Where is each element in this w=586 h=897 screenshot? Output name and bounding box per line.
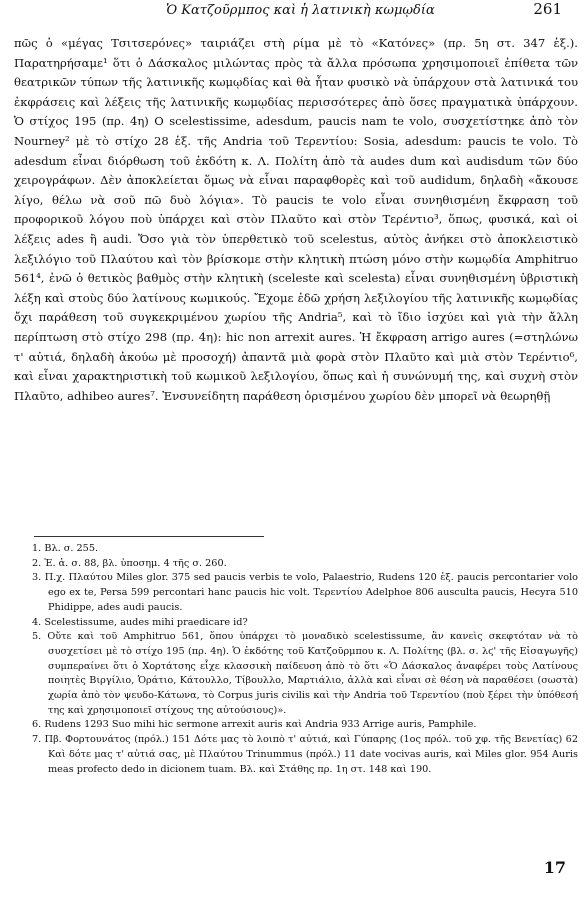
footnote-4: 4. Scelestissume, audes mihi praedicare id? <box>32 616 248 628</box>
footnote-7: 7. Πβ. Φορτουνάτος (πρόλ.) 151 Δότε μας τὸ λοιπὸ τ' αὐτιά, καὶ Γύπαρης (1ος πρόλ. τοῦ χφ. τῆς Βενετίας) 62 Καὶ δότε μας τ' αὐτιά σας, μὲ Πλαύτου Trinummus (πρόλ.) 11 date vocivas auris, καὶ Miles glor. 954 Auris meas profecto dedo in dicionem tuam. Βλ. καὶ Στάθης πρ. 1η στ. 148 καὶ 190. <box>32 734 578 775</box>
footnote-3: 3. Π.χ. Πλαύτου Miles glor. 375 sed paucis verbis te volo, Palaestrio, Rudens 120 ἑξ. paucis percontarier volo ego ex te, Persa 599 percontari hanc paucis hic volt. Τερεντίου Adelphoe 806 ausculta paucis, Hecyra 510 Phidippe, ades audi paucis. <box>32 572 578 613</box>
footnote-1: 1. Βλ. σ. 255. <box>32 543 99 554</box>
footnote-divider <box>34 536 264 537</box>
footnote-2: 2. Ἑ. ἀ. σ. 88, βλ. ὑποσημ. 4 τῆς σ. 260. <box>32 557 227 569</box>
body-paragraph: πῶς ὁ «μέγας Τσιτσερόνες» ταιριάζει στὴ ρίμα μὲ τὸ «Κατόνες» (πρ. 5η στ. 347 ἑξ.). Παρατηρήσαμε¹ ὅτι ὁ Δάσκαλος μιλώντας πρὸς τὰ ἄλλα πρόσωπα χρησιμοποιεῖ ἐπίθετα τῶν θεατρικῶν τύπων τῆς λατινικῆς κωμῳδίας καὶ θὰ ἦταν φυσικὸ νὰ ὑπάρχουν στὰ λατινικά του ἐκφράσεις καὶ λέξεις τῆς λατινικῆς κωμῳδίας περισσότερες ἀπὸ ὅσες πραγματικὰ ὑπάρχουν. Ὁ στίχος 195 (πρ. 4η) O scelestissime, adesdum, paucis nam te volo, συσχετίστηκε ἀπὸ τὸν Nourney² μὲ τὸ στίχο 28 ἑξ. τῆς Andria τοῦ Τερεντίου: Sosia, adesdum: paucis te volo. Τὸ adesdum εἶναι διόρθωση τοῦ ἐκδότη κ. Λ. Πολίτη ἀπὸ τὰ audes dum καὶ audisdum τῶν δύο χειρογράφων. Δὲν ἀποκλείεται ὅμως νὰ εἶναι παραφθορὲς καὶ τοῦ audidum, δηλαδὴ «ἄκουσε λίγο, θέλω νὰ σοῦ πῶ δυὸ λόγια». Τὸ paucis te volo εἶναι συνηθισμένη ἔκφραση τοῦ προφορικοῦ λόγου ποὺ ὑπάρχει καὶ στὸν Πλαῦτο καὶ στὸν Τερέντιο³, ὅπως, φυσικά, καὶ οἱ λέξεις ades ἢ audi. Ὅσο γιὰ τὸν ὑπερθετικὸ τοῦ scelestus, αὐτὸς ἀνήκει στὸ ἀποκλειστικὸ λεξιλόγιο τοῦ Πλαύτου καὶ τὸν βρίσκομε στὴν κλητικὴ πτώση μόνο στὴν κωμῳδία Amphitruo 561⁴, ἐνῶ ὁ θετικὸς βαθμὸς στὴν κλητικὴ (sceleste καὶ scelesta) εἶναι συνηθισμένη ὑβριστικὴ λέξη καὶ στοὺς δύο λατίνους κωμικούς. Ἔχομε ἐδῶ χρήση λεξιλογίου τῆς λατινικῆς κωμῳδίας ὄχι παράθεση τοῦ συγκεκριμένου χωρίου τῆς Andria⁵, καὶ τὸ ἴδιο ἰσχύει καὶ γιὰ τὴν ἄλλη περίπτωση στὸ στίχο 298 (πρ. 4η): hic non arrexit aures. Ἡ ἔκφραση arrigo aures (=στηλώνω τ' αὐτιά, δηλαδὴ ἀκούω μὲ προσοχή) ἀπαντᾶ μιὰ φορὰ στὸν Πλαῦτο καὶ μιὰ στὸν Τερέντιο⁶, καὶ εἶναι χαρακτηριστικὴ τοῦ κωμικοῦ λεξιλογίου, ὅπως καὶ ἡ συνώνυμή της, καὶ συχνὴ στὸν Πλαῦτο, adhibeo aures⁷. Ἐνσυνείδητη παράθεση ὁρισμένου χωρίου δὲν μπορεῖ νὰ θεωρηθῇ <box>14 36 578 403</box>
page-header <box>84 0 578 22</box>
page-number: 261 <box>533 0 562 18</box>
footnote-5: 5. Οὔτε καὶ τοῦ Amphitruo 561, ὅπου ὑπάρχει τὸ μοναδικὸ scelestissume, ἂν κανεὶς σκεφτόταν νὰ τὸ συσχετίσει μὲ τὸ στίχο 195 (πρ. 4η). Ὁ ἐκδότης τοῦ Κατζοῦρμπου κ. Λ. Πολίτης (βλ. σ. λϛ' τῆς Εἰσαγωγῆς) συμπεραίνει ὅτι ὁ Χορτάτσης εἶχε κλασσικὴ παίδευση ἀπὸ τὸ ὅτι «Ὁ Δάσκαλος ἀναφέρει τοὺς Λατίνους ποιητὲς Βιργίλιο, Ὁράτιο, Κάτουλλο, Τίβουλλο, Μαρτιάλιο, ἀλλὰ καὶ εἶναι σὲ θέση νὰ παραθέσει (σωστὰ) χωρία ἀπὸ τὸν ψευδο-Κάτωνα, τὸ Corpus juris civilis καὶ τὴν Andria τοῦ Τερεντίου (ποὺ ξέρει τὴν ὑπόθεσή της καὶ χρησιμοποιεῖ στίχους της αὐτούσιους)». <box>32 631 578 716</box>
footnotes <box>14 542 578 777</box>
signature-mark: 17 <box>543 858 566 877</box>
main-text <box>14 34 578 406</box>
footnote-6: 6. Rudens 1293 Suo mihi hic sermone arrexit auris καὶ Andria 933 Arrige auris, Pamphile. <box>32 719 477 731</box>
running-title: Ὁ Κατζοῦρμπος καὶ ἡ λατινικὴ κωμῳδία <box>166 3 435 18</box>
